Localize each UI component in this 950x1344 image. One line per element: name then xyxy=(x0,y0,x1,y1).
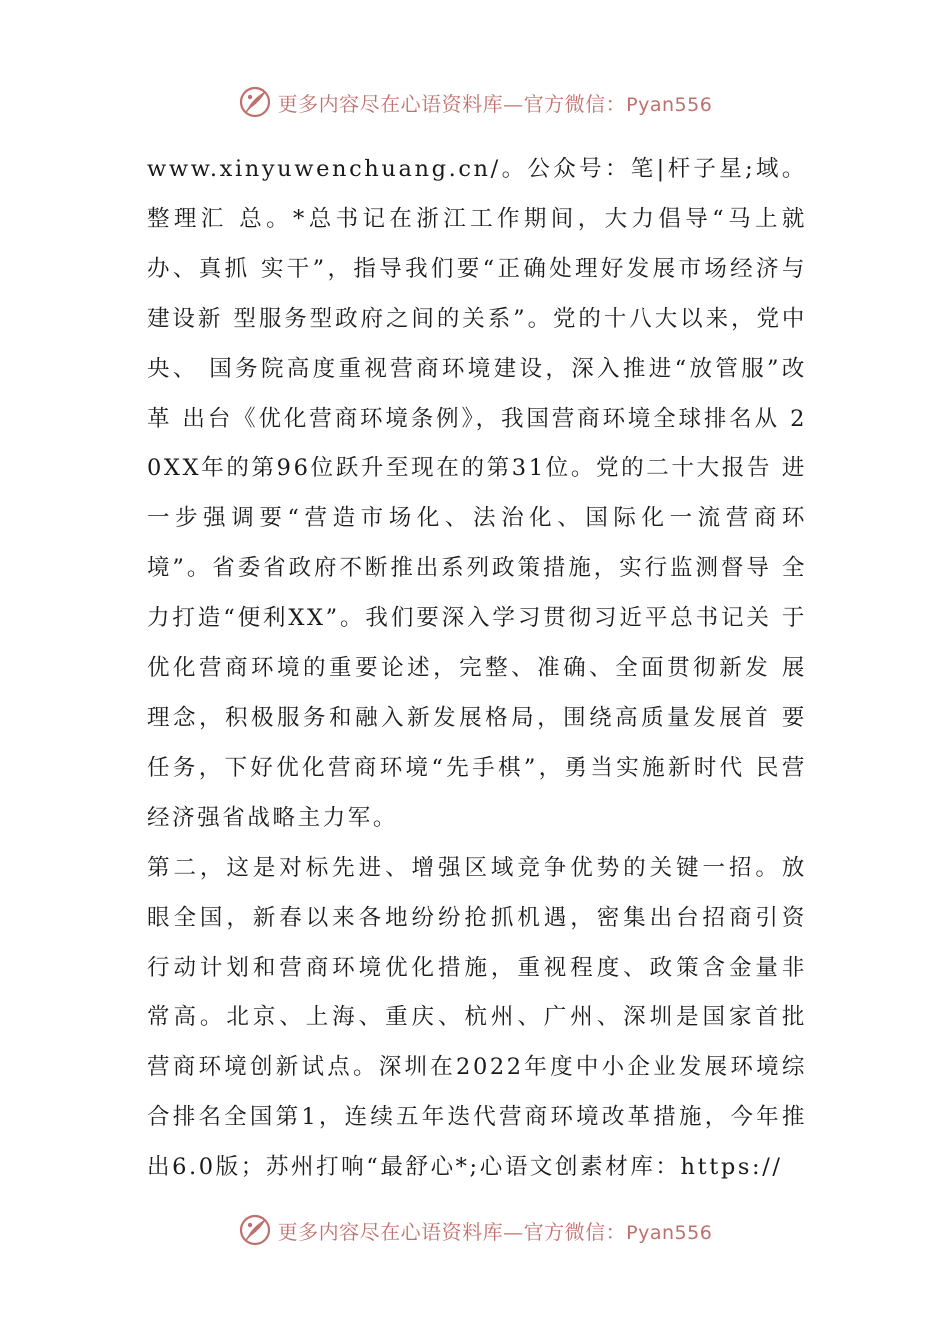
banner-text: 更多内容尽在心语资料库—官方微信：Pyan556 xyxy=(277,1219,713,1244)
line: 国务院高度重视营商环境建设，深入推进“放管服”改革 xyxy=(147,355,808,432)
line: 型服务型政府之间的关系”。党的十八大以来，党中央、 xyxy=(147,305,807,382)
line: 民营经济强省战略主力军。 xyxy=(147,754,808,831)
line: 营商环境创新试点。深圳在2022年度中小企业发展环境综 xyxy=(147,1054,807,1081)
line: 实干”，指导我们要“正确处理好发展市场经济与建设新 xyxy=(147,255,807,332)
line: 进一步强调要“营造市场化、法治化、国际化一流营商环 xyxy=(147,455,807,532)
line: 行动计划和营商环境优化措施，重视程度、政策含金量非 xyxy=(147,954,807,981)
line: 眼全国，新春以来各地纷纷抢抓机遇，密集出台招商引资 xyxy=(147,904,807,931)
line: 合排名全国第1，连续五年迭代营商环境改革措施，今年推 xyxy=(147,1104,807,1131)
line: www.xinyuwenchuang.cn/。公众号：笔|杆子星;域。整理汇 xyxy=(147,156,807,232)
wechat-account: Pyan556 xyxy=(626,93,713,116)
line: 要任务，下好优化营商环境“先手棋”，勇当实施新时代 xyxy=(147,704,807,781)
quill-logo-icon xyxy=(238,85,272,119)
line: 出6.0版；苏州打响“最舒心*;心语文创素材库：https:// xyxy=(147,1154,783,1181)
document-body xyxy=(147,145,807,1193)
line: 境”。省委省政府不断推出系列政策措施，实行监测督导 xyxy=(147,555,772,582)
banner-text: 更多内容尽在心语资料库—官方微信：Pyan556 xyxy=(277,91,713,116)
paragraph-1 xyxy=(147,145,807,844)
header-banner xyxy=(0,82,950,122)
wechat-account: Pyan556 xyxy=(626,1221,713,1244)
line: 于优化营商环境的重要论述，完整、准确、全面贯彻新发 xyxy=(147,605,807,682)
line: 20XX年的第96位跃升至现在的第31位。党的二十大报告 xyxy=(147,405,807,482)
quill-logo-icon xyxy=(238,1213,272,1247)
line: 全力打造“便利XX”。我们要深入学习贯彻习近平总书记关 xyxy=(147,555,807,632)
line: 第二，这是对标先进、增强区域竞争优势的关键一招。放 xyxy=(147,854,807,881)
line: 常高。北京、上海、重庆、杭州、广州、深圳是国家首批 xyxy=(147,1004,807,1031)
line: 展理念，积极服务和融入新发展格局，围绕高质量发展首 xyxy=(147,655,807,731)
footer-banner xyxy=(0,1210,950,1250)
paragraph-2 xyxy=(147,844,807,1193)
line: 总。*总书记在浙江工作期间，大力倡导“马上就办、真抓 xyxy=(147,205,807,282)
line: 出台《优化营商环境条例》，我国营商环境全球排名从 xyxy=(182,405,781,432)
